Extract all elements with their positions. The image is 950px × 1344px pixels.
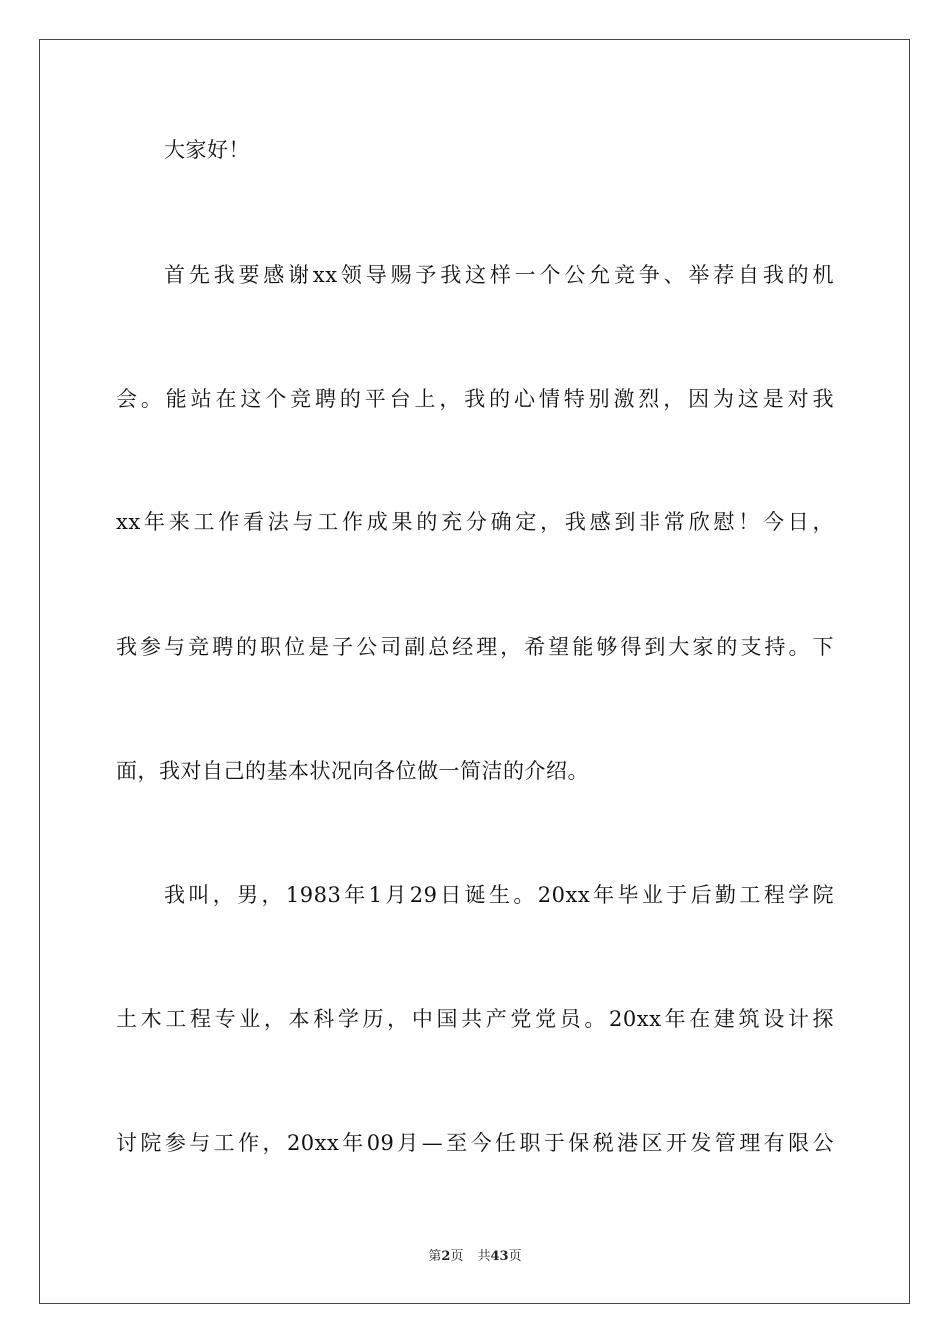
page-total-suffix: 页	[508, 1249, 522, 1264]
paragraph-line: xx年来工作看法与工作成果的充分确定，我感到非常欣慰！今日，	[116, 510, 834, 534]
page-number-prefix: 第	[428, 1249, 442, 1264]
paragraph-line: 我叫，男，1983年1月29日诞生。20xx年毕业于后勤工程学院	[164, 883, 834, 907]
paragraph-line: 会。能站在这个竞聘的平台上，我的心情特别激烈，因为这是对我	[116, 387, 834, 411]
page-number-suffix: 页	[450, 1249, 464, 1264]
paragraph-line: 面，我对自己的基本状况向各位做一简洁的介绍。	[116, 759, 589, 783]
page-frame	[39, 39, 910, 1304]
paragraph-line-greeting: 大家好！	[164, 138, 250, 162]
page-total-prefix: 共	[477, 1249, 491, 1264]
paragraph-line: 讨院参与工作，20xx年09月—至今任职于保税港区开发管理有限公	[116, 1131, 834, 1155]
page-number-current: 2	[441, 1249, 451, 1264]
paragraph-line: 土木工程专业，本科学历，中国共产党党员。20xx年在建筑设计探	[116, 1007, 834, 1031]
page-total-count: 43	[490, 1249, 509, 1264]
paragraph-line: 首先我要感谢xx领导赐予我这样一个公允竞争、举荐自我的机	[164, 263, 834, 287]
paragraph-line: 我参与竞聘的职位是子公司副总经理，希望能够得到大家的支持。下	[116, 635, 834, 659]
page-footer	[0, 1248, 950, 1266]
